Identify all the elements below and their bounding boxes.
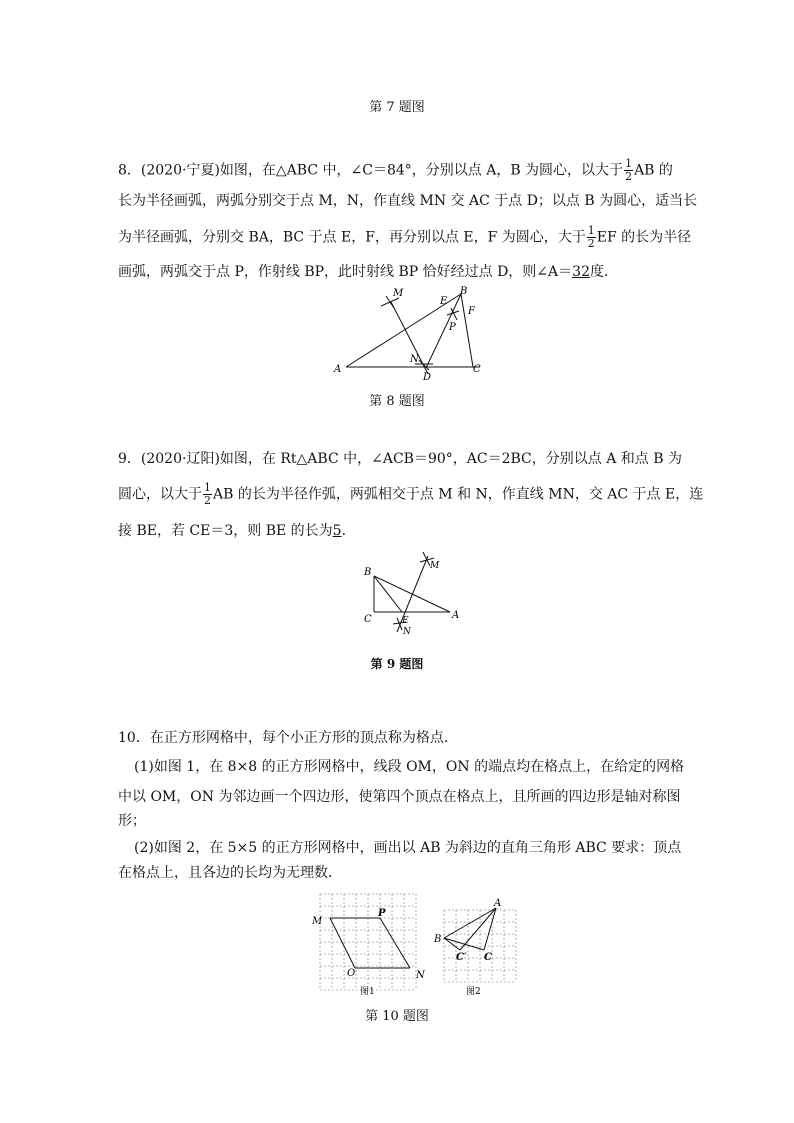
fraction-half: $\frac{1}{2}$: [204, 481, 211, 507]
q9-text: 圆心，以大于: [118, 486, 202, 503]
segment-cpa: [460, 908, 496, 950]
segment-pn: [380, 918, 410, 968]
label-p: P: [378, 908, 386, 919]
label-n: N: [410, 354, 419, 365]
label-b: B: [364, 567, 372, 578]
segment-bc: [461, 294, 473, 367]
figure-10: [310, 888, 530, 1000]
label-p: P: [449, 322, 456, 333]
label-b: B: [434, 934, 442, 945]
label-m: M: [430, 561, 440, 571]
q8-text: 度．: [589, 264, 618, 280]
label-e: E: [402, 616, 409, 626]
q8-answer: 32: [572, 264, 590, 280]
q10-line-1: 10．在正方形网格中，每个小正方形的顶点称为格点．: [118, 730, 458, 746]
figure-10-caption: 第 10 题图: [365, 1009, 429, 1024]
segment-mo: [330, 918, 355, 968]
label-c-prime: C′: [456, 952, 467, 963]
label-o: O: [347, 968, 356, 979]
q8-text: 画弧，两弧交于点 P，作射线 BP，此时射线 BP 恰好经过点 D，则∠A＝: [118, 264, 573, 280]
q9-answer: 5: [332, 523, 342, 539]
grid-1: [320, 894, 416, 990]
q8-text: AB 的: [634, 162, 673, 179]
segment-bc: [444, 938, 484, 950]
q10-line-3: 中以 OM，ON 为邻边画一个四边形，使第四个顶点在格点上，且所画的四边形是轴对称图: [118, 789, 681, 805]
figure-1-label: 图1: [360, 987, 375, 997]
label-a: A: [494, 898, 502, 909]
q10-line-4: 形；: [118, 813, 146, 829]
q8-line-4: [118, 262, 678, 282]
q8-line-1: [118, 158, 678, 183]
figure-8-caption: 第 8 题图: [369, 394, 425, 409]
label-f: F: [468, 306, 475, 317]
label-a: A: [452, 610, 460, 621]
segment-bcp: [444, 938, 460, 950]
label-e: E: [440, 296, 448, 307]
figure-9: [360, 550, 470, 640]
q8-line-3: [118, 224, 692, 250]
label-c: C: [364, 614, 372, 625]
label-a: A: [334, 364, 342, 375]
q9-text: 接 BE，若 CE＝3，则 BE 的长为: [118, 523, 333, 539]
q9-line-1: 9．(2020·辽阳)如图，在 Rt△ABC 中，∠ACB＝90°，AC＝2BC，分别以点 A 和点 B 为: [118, 451, 682, 467]
fraction-half: $\frac{1}{2}$: [587, 224, 595, 250]
q8-line-2: 长为半径画弧，两弧分别交于点 M，N，作直线 MN 交 AC 于点 D；以点 B 为圆心，适当长: [118, 193, 698, 209]
q9-text: .: [341, 523, 347, 539]
q10-line-5: (2)如图 2，在 5×5 的正方形网格中，画出以 AB 为斜边的直角三角形 ABC 要求：顶点: [134, 840, 682, 856]
figure-9-caption: 第 9 题图: [370, 657, 424, 671]
q9-line-3: [118, 521, 678, 541]
label-c: C: [484, 952, 492, 963]
figure-8: [330, 284, 490, 384]
label-m: M: [393, 288, 404, 299]
label-n: N: [416, 970, 425, 981]
q8-text: EF 的长为半径: [596, 229, 692, 246]
segment-be: [374, 576, 402, 612]
figure-2-label: 图2: [466, 987, 481, 997]
q10-line-2: (1)如图 1，在 8×8 的正方形网格中，线段 OM，ON 的端点均在格点上，在给定的网格: [134, 759, 685, 775]
q8-text: 为半径画弧，分别交 BA，BC 于点 E，F，再分别以点 E，F 为圆心，大于: [118, 229, 586, 246]
label-d: D: [423, 372, 432, 383]
q9-line-2: [118, 481, 704, 507]
label-n: N: [403, 627, 411, 637]
q8-text: 8．(2020·宁夏)如图，在△ABC 中，∠C＝84°，分别以点 A，B 为圆心，以大于: [118, 162, 624, 179]
label-m: M: [312, 916, 323, 927]
figure-7-caption: 第 7 题图: [369, 100, 425, 115]
fraction-half: $\frac{1}{2}$: [625, 157, 633, 183]
q10-line-6: 在格点上，且各边的长均为无理数．: [118, 865, 342, 881]
label-c: C: [473, 364, 481, 375]
q9-text: AB 的长为半径作弧，两弧相交于点 M 和 N，作直线 MN，交 AC 于点 E，连: [213, 486, 704, 503]
label-b: B: [460, 286, 468, 297]
